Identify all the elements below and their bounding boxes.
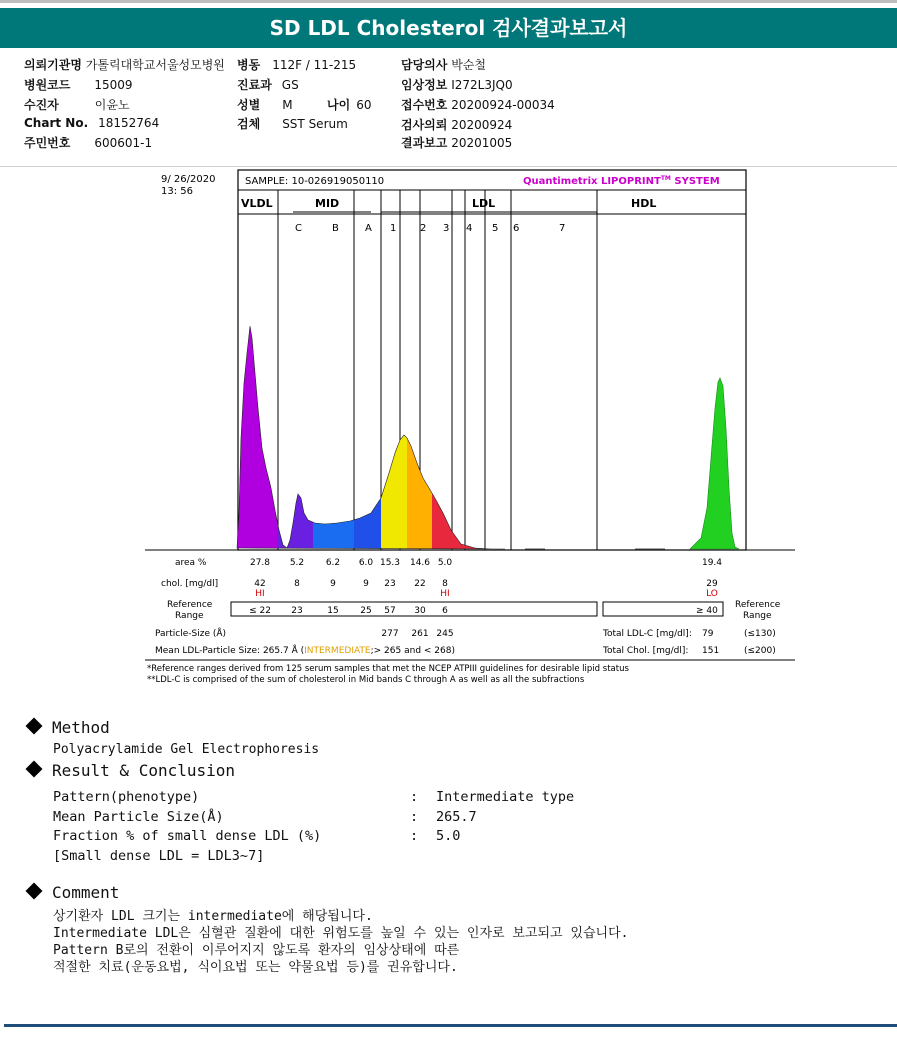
total-ldl-ref: (≤130) [744,629,776,639]
info-ward: 병동 112F / 11-215 [237,58,357,72]
ref-label-1: Reference [167,600,213,610]
info-receipt-no: 접수번호 20200924-00034 [401,98,555,112]
footnote-2: **LDL-C is comprised of the sum of cholesterol in Mid bands C through A as well as all the subfractions [147,675,585,685]
area-value-6: 5.0 [437,558,453,568]
top-border [0,0,897,3]
band-label-B: B [332,223,339,234]
result-value-0: Intermediate type [436,789,575,805]
particle-size-0: 277 [381,629,399,639]
ref-label-2: Range [175,611,204,621]
diamond-bullet-icon [26,718,43,735]
total-ldl-value: 79 [702,629,714,639]
chol-value-hdl: 29 [706,579,718,589]
particle-size-1: 261 [411,629,429,639]
band-label-3: 3 [443,223,450,234]
info-doctor: 담당의사 박순철 [401,58,486,72]
ref-value-6: 6 [442,606,448,616]
ref-right-2: Range [743,611,772,621]
method-text: Polyacrylamide Gel Electrophoresis [53,742,320,757]
fill-mid-b [313,268,354,553]
info-requester: 의뢰기관명 가톨릭대학교서울성모병원 [24,58,225,72]
info-patient: 수진자 이윤노 [24,98,130,112]
info-sex: 성별 M [237,98,293,112]
area-value-4: 15.3 [379,558,401,568]
divider [0,166,897,167]
chol-value-0: 42 [254,579,266,589]
ref-value-1: 23 [291,606,303,616]
band-label-A: A [365,223,372,234]
result-section [28,761,235,780]
area-value-0: 27.8 [249,558,271,568]
particle-size-2: 245 [436,629,454,639]
footnote-1: *Reference ranges derived from 125 serum samples that met the NCEP ATPIII guidelines for desirable lipid status [147,664,629,674]
chol-value-5: 22 [414,579,426,589]
flag-ldl3: HI [440,589,450,599]
area-value-1: 5.2 [289,558,305,568]
value-table [249,558,722,639]
result-label-0: Pattern(phenotype) [53,789,200,805]
result-colon-2: : [410,828,419,844]
result-label-2: Fraction % of small dense LDL (%) [53,828,322,844]
group-ldl: LDL [472,197,496,210]
ref-value-5: 30 [414,606,426,616]
hdl-peak [690,378,739,549]
total-chol-label: Total Chol. [mg/dl]: [603,646,689,656]
bottom-border [4,1024,897,1027]
info-department: 진료과 GS [237,78,299,92]
chart-brand: Quantimetrix LIPOPRINT™ SYSTEM [523,175,720,187]
comment-line-0: 상기환자 LDL 크기는 intermediate에 해당됩니다. [53,909,373,924]
fill-mid-c [278,268,295,553]
total-ldl-label: Total LDL-C [mg/dl]: [603,629,692,639]
info-chart-no: Chart No. 18152764 [24,116,160,130]
comment-line-3: 적절한 치료(운동요법, 식이요법 또는 약물요법 등)를 권유합니다. [53,960,458,975]
result-colon-0: : [410,789,419,805]
total-chol-ref: (≤200) [744,646,776,656]
chart-time: 13: 56 [161,186,193,197]
chart-date: 9/ 26/2020 [161,174,216,185]
fill-ldl1 [381,268,407,553]
band-label-5: 5 [492,223,499,234]
band-labels [295,223,565,234]
fill-mid-c2 [295,268,313,553]
chol-value-2: 9 [330,579,336,589]
comment-section [28,883,119,902]
diamond-bullet-icon [26,883,43,900]
area-label: area % [175,558,207,568]
fill-vldl [237,268,278,553]
comment-heading: Comment [52,883,120,902]
info-specimen: 검체 SST Serum [237,117,348,131]
group-vldl: VLDL [241,197,273,210]
chol-value-3: 9 [363,579,369,589]
group-mid: MID [315,197,340,210]
info-request-date: 검사의뢰 20200924 [401,118,513,132]
band-label-1: 1 [390,223,397,234]
particle-label: Particle-Size (Å) [155,629,227,639]
method-heading: Method [52,718,110,737]
info-age: 나이 60 [327,98,372,112]
ref-right-1: Reference [735,600,781,610]
chol-label: chol. [mg/dl] [161,579,219,589]
result-label-1: Mean Particle Size(Å) [53,809,224,825]
ref-value-3: 25 [360,606,372,616]
result-value-1: 265.7 [436,809,477,825]
electrophoresis-peaks [237,268,739,553]
chol-value-1: 8 [294,579,300,589]
band-label-2: 2 [420,223,427,234]
area-value-5: 14.6 [409,558,431,568]
ref-value-2: 15 [327,606,339,616]
info-hospital-code: 병원코드 15009 [24,78,133,92]
flag-hdl: LO [706,589,718,599]
result-value-2: 5.0 [436,828,461,844]
fill-ldl3 [432,268,505,553]
band-label-6: 6 [513,223,520,234]
band-dividers [278,190,746,550]
info-clinical: 임상정보 I272L3JQ0 [401,78,513,92]
area-value-3: 6.0 [358,558,374,568]
report-title: SD LDL Cholesterol 검사결과보고서 [0,8,897,48]
lipoprint-chart [145,168,795,688]
comment-line-1: Intermediate LDL은 심혈관 질환에 대한 위험도를 높일 수 있는 인자로 보고되고 있습니다. [53,926,629,941]
hdl-ref: ≥ 40 [696,606,718,616]
area-value-2: 6.2 [325,558,341,568]
area-value-hdl: 19.4 [701,558,723,568]
band-label-4: 4 [466,223,473,234]
chart-sample: SAMPLE: 10-026919050110 [245,176,385,187]
ref-value-4: 57 [384,606,396,616]
band-label-C: C [295,223,302,234]
result-note: [Small dense LDL = LDL3~7] [53,848,265,864]
chol-value-4: 23 [384,579,396,589]
total-chol-value: 151 [702,646,720,656]
fill-mid-a [354,268,381,553]
info-report-date: 결과보고 20201005 [401,136,513,150]
info-resident-no: 주민번호 600601-1 [24,136,153,150]
group-hdl: HDL [631,197,657,210]
flag-vldl: HI [255,589,265,599]
band-label-7: 7 [559,223,566,234]
comment-line-2: Pattern B로의 전환이 이루어지지 않도록 환자의 임상상태에 따른 [53,943,460,958]
ref-value-0: ≤ 22 [249,606,271,616]
method-section [28,718,110,737]
mean-label: Mean LDL-Particle Size: 265.7 Å (INTERMEDIATE;> 265 and < 268) [155,646,455,656]
result-colon-1: : [410,809,419,825]
diamond-bullet-icon [26,761,43,778]
result-heading: Result & Conclusion [52,761,236,780]
chol-value-6: 8 [442,579,448,589]
